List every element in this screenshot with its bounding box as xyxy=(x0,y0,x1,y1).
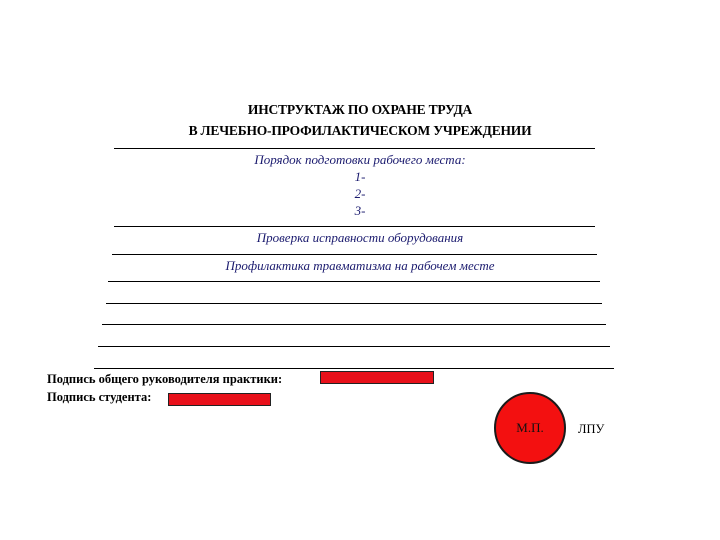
supervisor-signature-field[interactable] xyxy=(320,371,434,384)
supervisor-signature-label: Подпись общего руководителя практики: xyxy=(47,372,283,386)
student-signature-label: Подпись студента: xyxy=(47,390,152,404)
form-line xyxy=(106,303,602,304)
form-line xyxy=(98,346,610,347)
form-line xyxy=(94,368,614,369)
organization-label: ЛПУ xyxy=(578,422,605,436)
document-title-line1: ИНСТРУКТАЖ ПО ОХРАНЕ ТРУДА xyxy=(247,102,473,117)
document-title-line2: В ЛЕЧЕБНО-ПРОФИЛАКТИЧЕСКОМ УЧРЕЖДЕНИИ xyxy=(188,123,532,138)
list-item-2: 2- xyxy=(354,186,366,201)
list-item-1: 1- xyxy=(354,169,366,184)
form-line xyxy=(114,148,595,149)
seal-stamp xyxy=(494,392,566,464)
form-line xyxy=(102,324,606,325)
stamp-label: М.П. xyxy=(516,420,544,435)
form-line xyxy=(108,281,600,282)
form-line xyxy=(112,254,597,255)
student-signature-field[interactable] xyxy=(168,393,271,406)
list-item-3: 3- xyxy=(354,203,366,218)
injury-prevention-heading: Профилактика травматизма на рабочем месте xyxy=(225,258,495,273)
workplace-prep-heading: Порядок подготовки рабочего места: xyxy=(254,152,466,167)
form-line xyxy=(114,226,595,227)
equipment-check-heading: Проверка исправности оборудования xyxy=(256,230,464,245)
